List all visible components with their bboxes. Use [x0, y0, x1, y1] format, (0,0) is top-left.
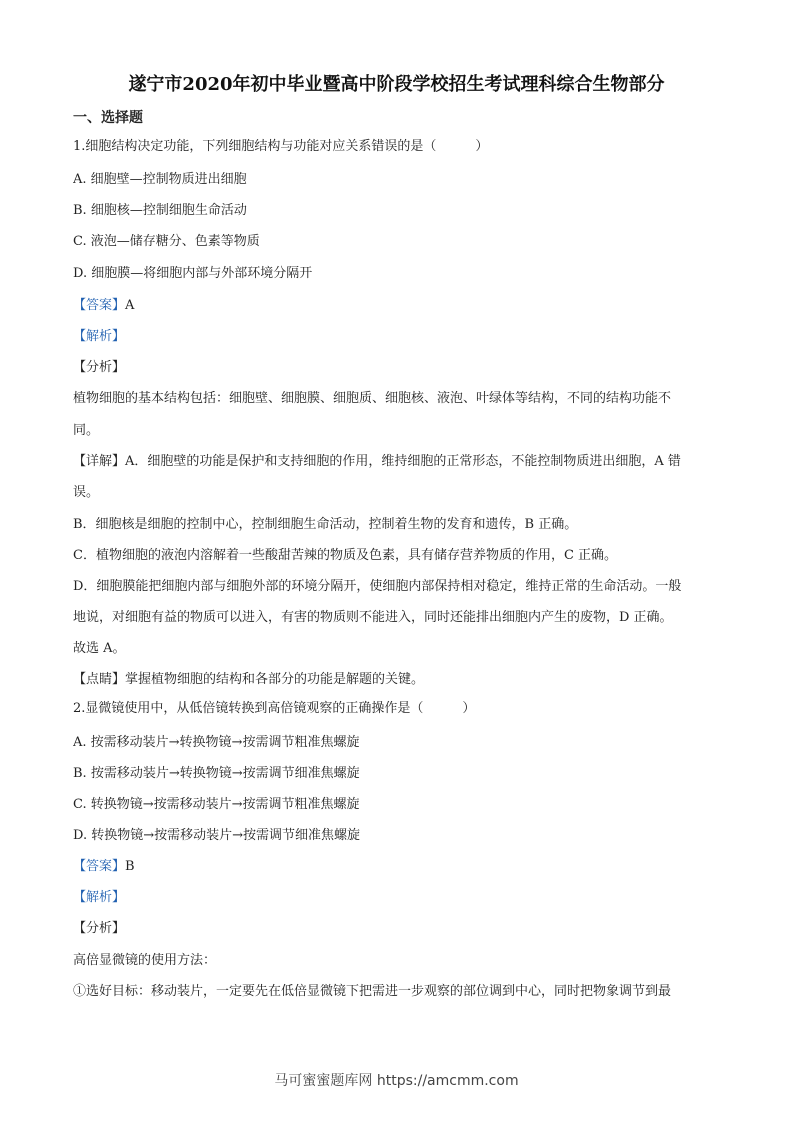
- answer-value: B: [125, 859, 135, 874]
- q1-option-c: C. 液泡—储存糖分、色素等物质: [73, 234, 260, 249]
- q2-option-c: C. 转换物镜→按需移动装片→按需调节粗准焦螺旋: [73, 797, 360, 812]
- q2-fenxi-line-2: ①选好目标：移动装片，一定要先在低倍显微镜下把需进一步观察的部位调到中心，同时把物象调节到最: [73, 984, 672, 999]
- footer-watermark: 马可蜜蜜题库网 https://amcmm.com: [274, 1073, 519, 1089]
- q1-detail-a: [73, 452, 723, 472]
- q1-detail-d-2: 地说，对细胞有益的物质可以进入，有害的物质则不能进入，同时还能排出细胞内产生的废物，D 正确。: [73, 610, 673, 625]
- answer-value: A: [125, 298, 135, 313]
- q1-option-a: A. 细胞壁—控制物质进出细胞: [73, 172, 247, 187]
- q1-detail-d-1: D．细胞膜能把细胞内部与细胞外部的环境分隔开，使细胞内部保持相对稳定，维持正常的生命活动。一般: [73, 579, 682, 594]
- q2-stem: 2.显微镜使用中，从低倍镜转换到高倍镜观察的正确操作是（ ）: [73, 701, 476, 716]
- q1-stem: 1.细胞结构决定功能，下列细胞结构与功能对应关系错误的是（ ）: [73, 139, 489, 154]
- q2-option-b: B. 按需移动装片→转换物镜→按需调节细准焦螺旋: [73, 766, 360, 781]
- q1-answer: [73, 296, 723, 316]
- q1-detail-b: B．细胞核是细胞的控制中心，控制细胞生命活动，控制着生物的发育和遗传，B 正确。: [73, 517, 578, 532]
- q1-dianjing: [73, 670, 723, 690]
- dianjing-tag: 【点睛】: [73, 672, 126, 687]
- page-title: 遂宁市2020年初中毕业暨高中阶段学校招生考试理科综合生物部分: [128, 74, 665, 95]
- q1-detail-c: C．植物细胞的液泡内溶解着一些酸甜苦辣的物质及色素，具有储存营养物质的作用，C 正确。: [73, 548, 618, 563]
- section-heading: 一、选择题: [73, 110, 143, 126]
- answer-tag: 【答案】: [73, 298, 126, 313]
- q1-choose: 故选 A。: [73, 641, 126, 656]
- q2-analysis-tag: 【解析】: [73, 890, 126, 905]
- q1-analysis-tag: 【解析】: [73, 329, 126, 344]
- q2-fenxi-tag: 【分析】: [73, 921, 126, 936]
- q1-fenxi-tag: 【分析】: [73, 360, 126, 375]
- answer-tag: 【答案】: [73, 859, 126, 874]
- q1-option-b: B. 细胞核—控制细胞生命活动: [73, 203, 247, 218]
- q1-option-d: D. 细胞膜—将细胞内部与外部环境分隔开: [73, 266, 313, 281]
- dianjing-text: 掌握植物细胞的结构和各部分的功能是解题的关键。: [125, 672, 425, 687]
- q2-option-d: D. 转换物镜→按需移动装片→按需调节细准焦螺旋: [73, 828, 361, 843]
- q2-answer: [73, 857, 723, 877]
- q1-fenxi-line-2: 同。: [73, 423, 100, 438]
- q1-detail-a-cont: 误。: [73, 485, 100, 500]
- detail-tag: 【详解】: [73, 454, 126, 469]
- q1-fenxi-line-1: 植物细胞的基本结构包括：细胞壁、细胞膜、细胞质、细胞核、液泡、叶绿体等结构，不同的结构功能不: [73, 391, 672, 406]
- q2-option-a: A. 按需移动装片→转换物镜→按需调节粗准焦螺旋: [73, 735, 360, 750]
- detail-a-text: A．细胞壁的功能是保护和支持细胞的作用，维持细胞的正常形态，不能控制物质进出细胞，A 错: [125, 454, 681, 469]
- q2-fenxi-line-1: 高倍显微镜的使用方法：: [73, 953, 217, 968]
